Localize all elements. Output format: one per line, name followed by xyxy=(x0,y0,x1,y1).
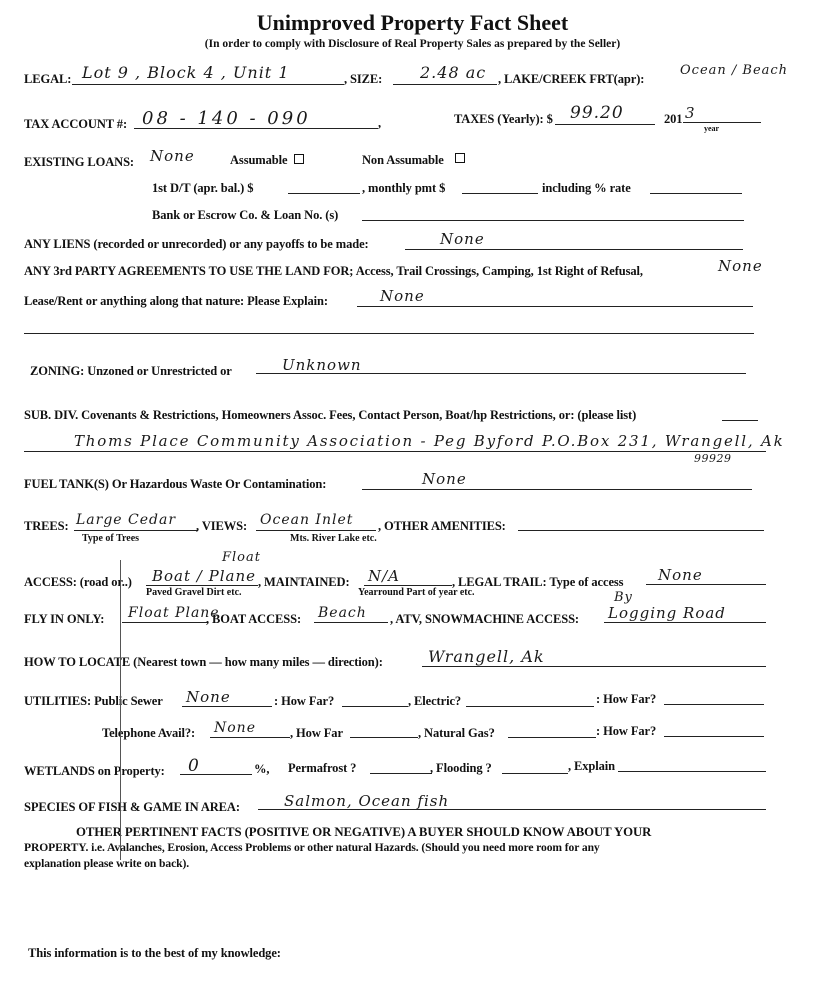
lease-line-2 xyxy=(24,333,754,334)
monthly-label: , monthly pmt $ xyxy=(362,181,446,195)
electric-line xyxy=(466,706,594,707)
trees-value[interactable]: Large Cedar xyxy=(76,512,177,528)
page-subtitle: (In order to comply with Disclosure of Real Property Sales as prepared by the Seller) xyxy=(204,38,621,50)
amenities-label: , OTHER AMENITIES: xyxy=(378,519,506,533)
rate-label: including % rate xyxy=(542,181,631,195)
other-facts-line1: OTHER PERTINENT FACTS (POSITIVE OR NEGATIVE) A BUYER SHOULD KNOW ABOUT YOUR xyxy=(76,825,652,839)
phone-label: Telephone Avail?: xyxy=(102,726,196,740)
tax-account-line xyxy=(134,128,378,129)
fuel-label: FUEL TANK(S) Or Hazardous Waste Or Contamination: xyxy=(24,477,327,491)
amenities-line xyxy=(518,530,764,531)
trail-label: , LEGAL TRAIL: Type of access xyxy=(452,575,624,589)
species-label: SPECIES OF FISH & GAME IN AREA: xyxy=(24,800,240,814)
atv-line xyxy=(604,622,766,623)
size-label: , SIZE: xyxy=(344,72,383,86)
taxes-value[interactable]: 99.20 xyxy=(570,103,624,123)
gas-far-line xyxy=(664,736,764,737)
access-line xyxy=(146,585,258,586)
atv-value-above[interactable]: By xyxy=(614,590,633,605)
species-line xyxy=(258,809,766,810)
maintained-caption: Yearround Part of year etc. xyxy=(358,587,475,598)
fly-value[interactable]: Float Plane xyxy=(128,605,220,621)
liens-label: ANY LIENS (recorded or unrecorded) or any payoffs to be made: xyxy=(24,237,369,251)
maintained-line xyxy=(364,585,452,586)
wetlands-line xyxy=(180,774,252,775)
subdiv-line xyxy=(722,420,758,421)
lake-value[interactable]: Ocean / Beach xyxy=(680,63,789,78)
sewer-line xyxy=(182,706,272,707)
phone-how-far: , How Far xyxy=(290,726,343,740)
atv-value[interactable]: Logging Road xyxy=(608,604,726,622)
bank-label: Bank or Escrow Co. & Loan No. (s) xyxy=(152,208,339,222)
electric-how-far: : How Far? xyxy=(596,692,657,706)
page-title: Unimproved Property Fact Sheet xyxy=(256,10,569,35)
non-assumable-label: Non Assumable xyxy=(362,153,444,167)
scan-fold-line xyxy=(120,560,121,860)
fly-line xyxy=(122,622,208,623)
dt-label: 1st D/T (apr. bal.) $ xyxy=(152,181,254,195)
legal-line xyxy=(72,84,344,85)
flooding-label: , Flooding ? xyxy=(430,761,492,775)
third-party-label: ANY 3rd PARTY AGREEMENTS TO USE THE LAND FOR; Access, Trail Crossings, Camping, 1st Right of Refusal, xyxy=(24,264,643,278)
rate-line xyxy=(650,193,742,194)
year-value[interactable]: 3 xyxy=(685,104,696,122)
lake-label: , LAKE/CREEK FRT(apr): xyxy=(498,72,645,86)
locate-line xyxy=(422,666,766,667)
non-assumable-checkbox[interactable] xyxy=(455,153,465,163)
liens-line xyxy=(405,249,743,250)
gas-label: , Natural Gas? xyxy=(418,726,495,740)
maintained-value[interactable]: N/A xyxy=(368,567,401,585)
year-caption: year xyxy=(704,124,720,133)
loans-value[interactable]: None xyxy=(150,147,195,165)
fuel-line xyxy=(362,489,752,490)
permafrost-line xyxy=(370,773,432,774)
subdiv-line-2 xyxy=(24,451,766,452)
boat-value[interactable]: Beach xyxy=(318,605,367,621)
bank-line xyxy=(362,220,744,221)
sewer-label: UTILITIES: Public Sewer xyxy=(24,694,163,708)
access-label: ACCESS: (road or..) xyxy=(24,575,132,589)
knowledge-statement: This information is to the best of my knowledge: xyxy=(28,946,281,960)
year-prefix: 201 xyxy=(664,112,683,126)
species-value[interactable]: Salmon, Ocean fish xyxy=(284,792,450,810)
phone-far-line xyxy=(350,737,418,738)
gas-line xyxy=(508,737,596,738)
tax-account-value[interactable]: 08 - 140 - 090 xyxy=(142,108,311,129)
subdiv-zip[interactable]: 99929 xyxy=(694,452,732,465)
subdiv-value[interactable]: Thoms Place Community Association - Peg Byford P.O.Box 231, Wrangell, Ak xyxy=(74,432,785,450)
locate-label: HOW TO LOCATE (Nearest town — how many miles — direction): xyxy=(24,655,383,669)
liens-value[interactable]: None xyxy=(440,230,485,248)
trees-label: TREES: xyxy=(24,519,69,533)
subdiv-label: SUB. DIV. Covenants & Restrictions, Homeowners Assoc. Fees, Contact Person, Boat/hp Restrictions, or: (please list) xyxy=(24,408,637,422)
electric-label: , Electric? xyxy=(408,694,462,708)
access-value-above[interactable]: Float xyxy=(222,550,261,565)
views-label: , VIEWS: xyxy=(196,519,248,533)
sewer-far-line xyxy=(342,706,408,707)
boat-line xyxy=(314,622,388,623)
wetlands-percent: %, xyxy=(254,762,270,776)
views-line xyxy=(256,530,376,531)
gas-how-far: : How Far? xyxy=(596,724,657,738)
year-line xyxy=(683,122,761,123)
locate-value[interactable]: Wrangell, Ak xyxy=(428,647,545,666)
other-facts-line3: explanation please write on back). xyxy=(24,857,190,870)
flooding-line xyxy=(502,773,568,774)
boat-label: , BOAT ACCESS: xyxy=(206,612,302,626)
trail-value[interactable]: None xyxy=(658,566,703,584)
sewer-how-far: : How Far? xyxy=(274,694,335,708)
trees-line xyxy=(74,530,198,531)
zoning-line xyxy=(256,373,746,374)
lease-value[interactable]: None xyxy=(380,287,425,305)
lease-line xyxy=(357,306,753,307)
size-line xyxy=(393,84,497,85)
legal-label: LEGAL: xyxy=(24,72,72,86)
third-party-value[interactable]: None xyxy=(718,257,763,275)
assumable-label: Assumable xyxy=(230,153,288,167)
monthly-line xyxy=(462,193,538,194)
lease-label: Lease/Rent or anything along that nature: Please Explain: xyxy=(24,294,328,308)
access-caption: Paved Gravel Dirt etc. xyxy=(146,587,242,598)
maintained-label: , MAINTAINED: xyxy=(258,575,350,589)
fuel-value[interactable]: None xyxy=(422,470,467,488)
phone-value[interactable]: None xyxy=(214,720,256,736)
assumable-checkbox[interactable] xyxy=(294,154,304,164)
taxes-label: TAXES (Yearly): $ xyxy=(454,112,553,126)
explain-label: , Explain xyxy=(568,759,616,773)
permafrost-label: Permafrost ? xyxy=(288,761,357,775)
size-value[interactable]: 2.48 ac xyxy=(420,63,487,82)
explain-line xyxy=(618,771,766,772)
dt-line xyxy=(288,193,360,194)
loans-label: EXISTING LOANS: xyxy=(24,155,134,169)
legal-value[interactable]: Lot 9 , Block 4 , Unit 1 xyxy=(82,63,290,82)
fly-label: FLY IN ONLY: xyxy=(24,612,105,626)
other-facts-line2: PROPERTY. i.e. Avalanches, Erosion, Access Problems or other natural Hazards. (Should you need more room for any xyxy=(24,841,600,854)
sewer-value[interactable]: None xyxy=(186,688,231,706)
views-value[interactable]: Ocean Inlet xyxy=(260,512,354,528)
tax-comma: , xyxy=(378,116,382,130)
tax-account-label: TAX ACCOUNT #: xyxy=(24,117,128,131)
zoning-label: ZONING: Unzoned or Unrestricted or xyxy=(30,364,232,378)
zoning-value[interactable]: Unknown xyxy=(282,356,362,374)
wetlands-value[interactable]: 0 xyxy=(188,756,200,776)
access-value[interactable]: Boat / Plane xyxy=(152,567,256,585)
electric-far-line xyxy=(664,704,764,705)
phone-line xyxy=(210,737,290,738)
taxes-line xyxy=(555,124,655,125)
trees-caption: Type of Trees xyxy=(82,533,140,544)
atv-label: , ATV, SNOWMACHINE ACCESS: xyxy=(390,612,579,626)
trail-line xyxy=(646,584,766,585)
views-caption: Mts. River Lake etc. xyxy=(290,533,377,544)
wetlands-label: WETLANDS on Property: xyxy=(24,764,165,778)
